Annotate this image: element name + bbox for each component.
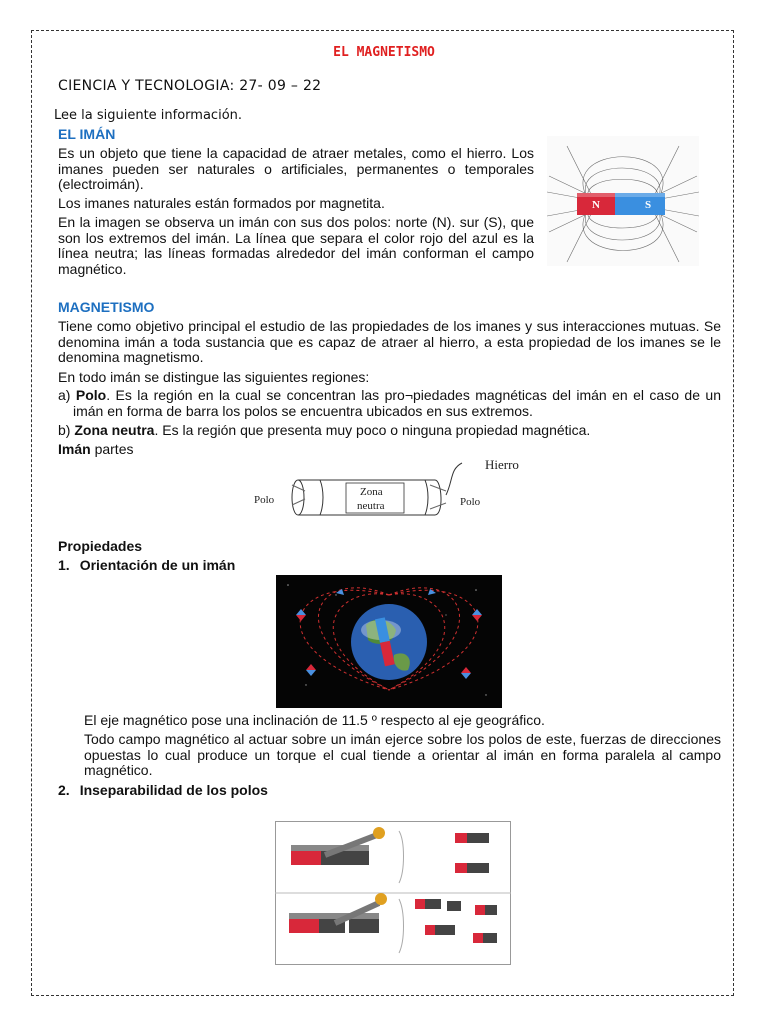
magnet-north-label: N: [592, 199, 600, 211]
iman-partes-label: [58, 442, 134, 458]
region-zona-neutra-item: [58, 423, 721, 439]
property-2-title: Inseparabilidad de los polos: [79, 782, 268, 798]
propiedades-heading: Propiedades: [58, 538, 143, 554]
subject-date: CIENCIA Y TECNOLOGIA: 27- 09 – 22: [58, 78, 322, 94]
magnetismo-paragraph-1: Tiene como objetivo principal el estudio de las propiedades de los imanes y sus interacciones mutuas. Se denomina imán a toda sustancia que es capaz de atraer al hierro, a esta propiedad de los imanes se le denomina magnetismo.: [58, 318, 721, 365]
iman-heading: EL IMÁN: [58, 126, 116, 142]
iman-paragraph-3: En la imagen se observa un imán con sus dos polos: norte (N). sur (S), que son los extremos del imán. La línea que separa el color rojo del azul es la línea neutra; las líneas formadas alrededor del imán conforman el campo magnético.: [58, 214, 534, 277]
zona-label: Zona: [360, 486, 383, 498]
property-1-title: Orientación de un imán: [79, 557, 236, 573]
broken-magnets-image: [275, 821, 511, 965]
property-2-number: 2.: [58, 782, 70, 798]
iman-partes-term: Imán: [58, 441, 91, 457]
page-title: EL MAGNETISMO: [333, 45, 435, 60]
region-polo-item: [58, 388, 721, 419]
property-1-number: 1.: [58, 557, 70, 573]
region-polo-term: Polo: [75, 387, 107, 403]
region-zona-prefix: b): [58, 422, 75, 438]
iman-paragraph-2: Los imanes naturales están formados por magnetita.: [58, 195, 385, 211]
property-2-heading: [58, 782, 268, 798]
region-polo-prefix: a): [58, 387, 76, 403]
magnet-field-image: [547, 136, 699, 266]
earth-magnetic-field-image: [276, 575, 502, 708]
polo-right-label: Polo: [460, 496, 481, 508]
magnet-parts-diagram: [250, 455, 530, 525]
region-polo-text: . Es la región en la cual se concentran las pro¬piedades magnéticas del imán en el caso de un imán en forma de barra los polos se encuentra ubicados en sus extremos.: [73, 387, 721, 419]
neutra-label: neutra: [357, 500, 385, 512]
region-zona-text: . Es la región que presenta muy poco o ninguna propiedad magnética.: [154, 422, 591, 438]
region-zona-term: Zona neutra: [74, 422, 155, 438]
property-1-paragraph-1: El eje magnético pose una inclinación de 11.5 º respecto al eje geográfico.: [84, 712, 545, 728]
iman-partes-text: partes: [90, 441, 134, 457]
iman-paragraph-1: Es un objeto que tiene la capacidad de atraer metales, como el hierro. Los imanes pueden ser naturales o artificiales, permanentes o temporales (electroimán).: [58, 145, 534, 192]
magnetismo-paragraph-2: En todo imán se distingue las siguientes regiones:: [58, 369, 370, 385]
polo-left-label: Polo: [254, 494, 275, 506]
magnet-south-label: S: [645, 199, 652, 211]
magnetismo-heading: MAGNETISMO: [58, 299, 155, 315]
property-1-heading: [58, 557, 235, 573]
property-1-paragraph-2: Todo campo magnético al actuar sobre un imán ejerce sobre los polos de este, fuerzas de direcciones opuestas lo cual produce un torque el cual tiende a orientar al imán en forma paralela al campo magnético.: [84, 731, 721, 778]
instruction-text: Lee la siguiente información.: [54, 108, 243, 123]
hierro-label: Hierro: [485, 457, 519, 472]
